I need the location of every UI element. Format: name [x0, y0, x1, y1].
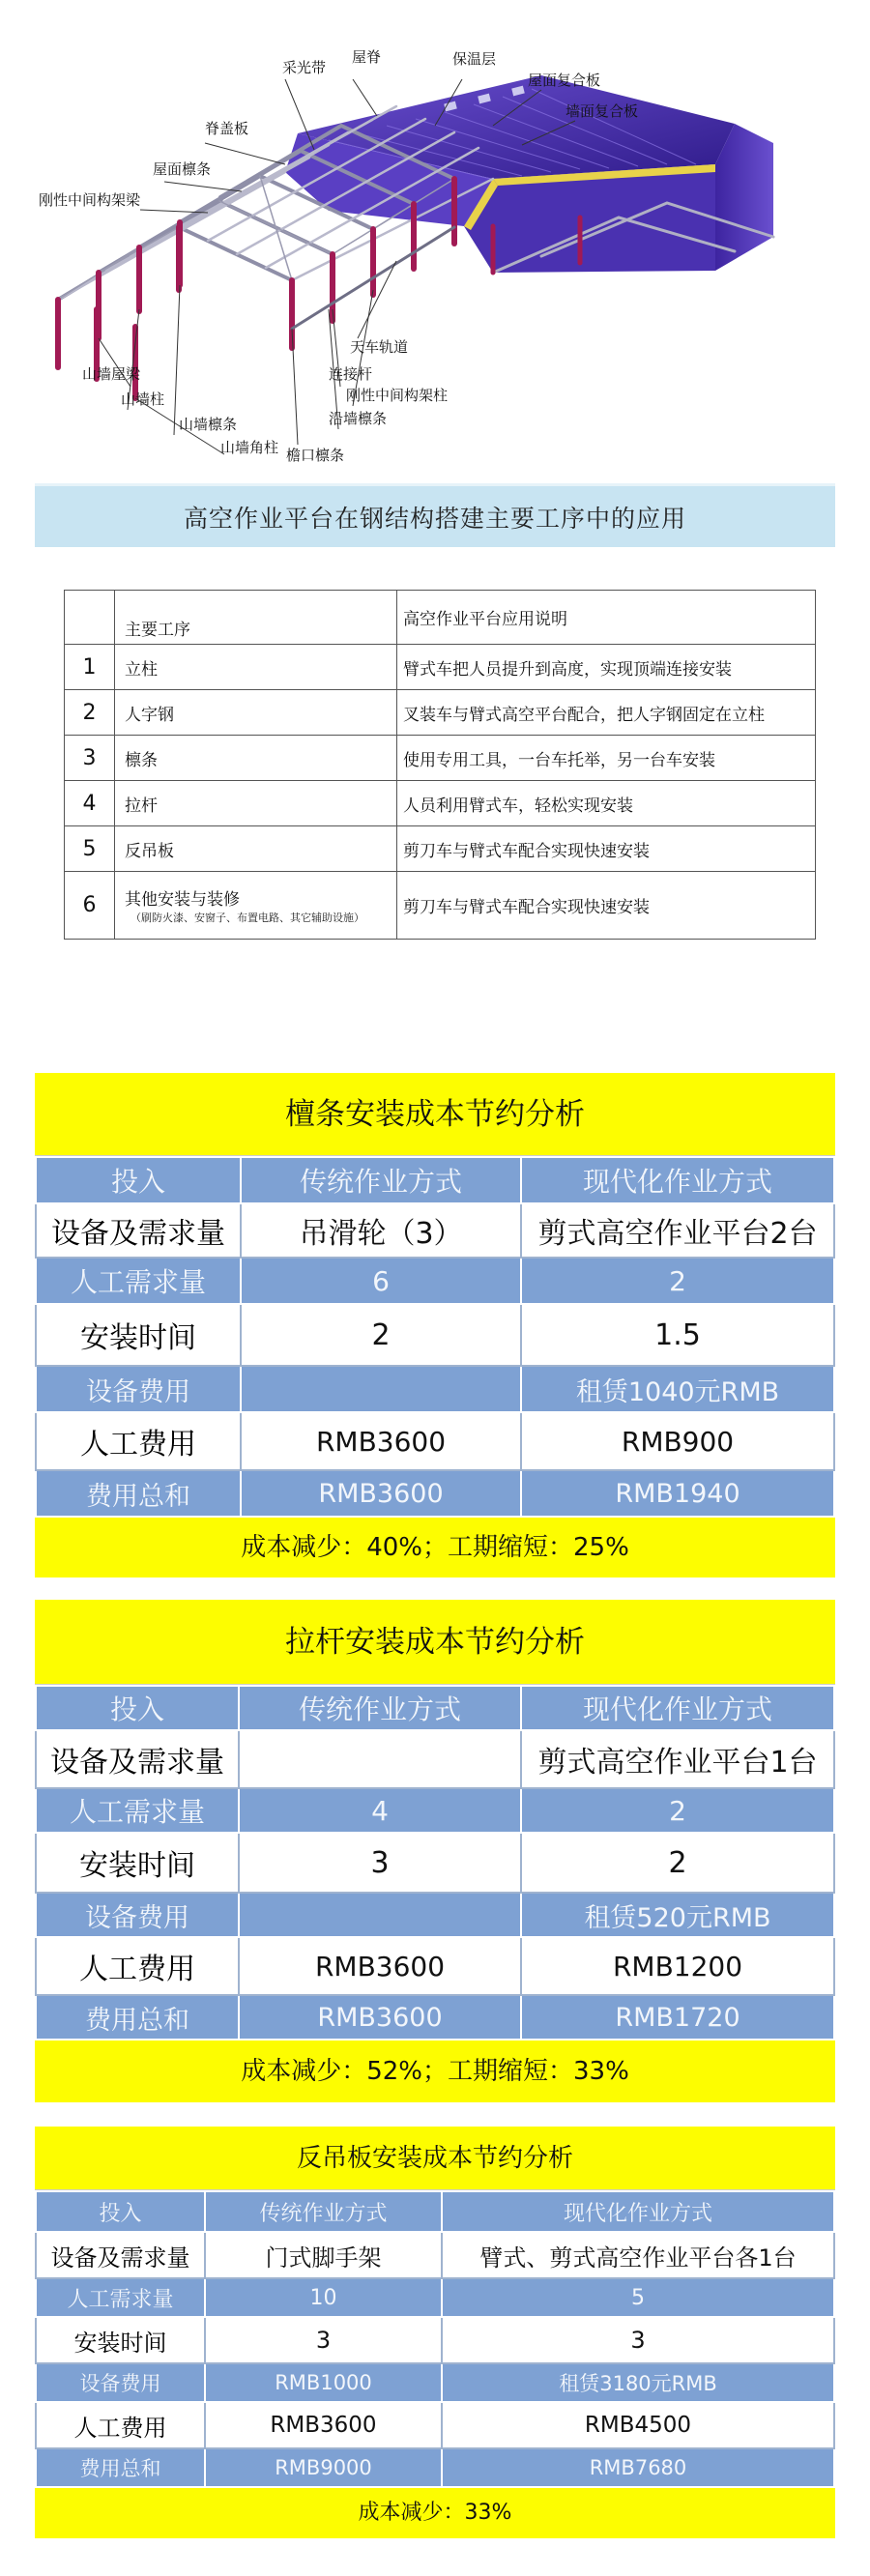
cost-cell: RMB4500: [442, 2402, 834, 2448]
cost-cell: RMB1000: [205, 2363, 442, 2402]
cost-analysis-ceiling-panel: [35, 2127, 835, 2538]
label-eave-purlin: 檐口檩条: [286, 447, 345, 464]
cost-row: [36, 1366, 834, 1412]
process-row-step: 檩条: [115, 736, 397, 781]
label-rigid-middle-beam: 刚性中间构架梁: [39, 191, 141, 209]
cost-cell: RMB3600: [241, 1470, 521, 1517]
cost-cell: RMB900: [521, 1412, 834, 1470]
cost-cell: RMB3600: [241, 1412, 521, 1470]
cost-cell: RMB9000: [205, 2448, 442, 2487]
label-tie-rod: 连接杆: [329, 365, 373, 383]
cost-cell: 2: [521, 1258, 834, 1304]
process-row-desc: 人员利用臂式车，轻松实现安装: [397, 781, 816, 826]
cost-cell: 10: [205, 2278, 442, 2317]
cost-row: [36, 1833, 834, 1893]
cost-cell: 人工需求量: [36, 1788, 239, 1833]
cost-cell: 门式脚手架: [205, 2232, 442, 2278]
cost-cell: 设备费用: [36, 1366, 241, 1412]
cost-table: [35, 1685, 835, 2041]
process-row: [65, 826, 816, 872]
cost-cell: 剪式高空作业平台2台: [521, 1203, 834, 1258]
cost-header-cell: 传统作业方式: [241, 1157, 521, 1203]
cost-summary: 成本减少：40%；工期缩短：25%: [35, 1518, 835, 1577]
cost-header-row: [36, 1157, 834, 1203]
cost-row: [36, 1788, 834, 1833]
cost-table-title: 反吊板安装成本节约分析: [35, 2127, 835, 2190]
cost-cell: 3: [239, 1833, 521, 1893]
cost-header-cell: 投入: [36, 1157, 241, 1203]
process-row-step-note: （刷防火漆、安窗子、布置电路、其它辅助设施）: [130, 911, 364, 924]
cost-summary: 成本减少：33%: [35, 2488, 835, 2538]
cost-cell: 2: [521, 1788, 834, 1833]
section-banner: [35, 483, 835, 547]
steel-structure-diagram: [39, 19, 831, 464]
label-gable-corner-column: 山墙角柱: [220, 439, 279, 456]
label-skylight: 采光带: [282, 59, 327, 76]
process-row-step: 人字钢: [115, 690, 397, 736]
cost-row: [36, 1893, 834, 1937]
cost-analysis-purlin: [35, 1073, 835, 1577]
cost-cell: 5: [442, 2278, 834, 2317]
process-row: [65, 872, 816, 940]
cost-cell: 租赁520元RMB: [521, 1893, 834, 1937]
cost-table-title: 檀条安装成本节约分析: [35, 1073, 835, 1156]
cost-cell: 设备及需求量: [36, 2232, 205, 2278]
cost-cell: 人工费用: [36, 1412, 241, 1470]
cost-table: [35, 2190, 835, 2488]
process-row-step: 反吊板: [115, 826, 397, 872]
process-row-desc: 剪刀车与臂式车配合实现快速安装: [397, 826, 816, 872]
cost-cell: 安装时间: [36, 2317, 205, 2363]
section-title: 高空作业平台在钢结构搭建主要工序中的应用: [183, 505, 686, 533]
cost-cell: RMB7680: [442, 2448, 834, 2487]
label-ridge-cover: 脊盖板: [205, 120, 249, 137]
process-row: [65, 690, 816, 736]
cost-cell: 设备及需求量: [36, 1730, 239, 1788]
cost-cell: 3: [205, 2317, 442, 2363]
cost-analysis-tie-rod: [35, 1600, 835, 2102]
cost-cell: 租赁3180元RMB: [442, 2363, 834, 2402]
cost-row: [36, 1470, 834, 1517]
cost-row: [36, 1937, 834, 1995]
cost-row: [36, 2448, 834, 2487]
cost-header-cell: 投入: [36, 2191, 205, 2232]
process-header-num: [65, 591, 115, 645]
process-header-desc: 高空作业平台应用说明: [397, 591, 816, 645]
process-header-step: 主要工序: [115, 591, 397, 645]
label-gable-purlin: 山墙檩条: [179, 416, 238, 433]
label-roof-composite: 屋面复合板: [528, 72, 601, 89]
label-wall-composite: 墙面复合板: [566, 102, 639, 120]
process-row-step: 立柱: [115, 645, 397, 690]
cost-cell: 4: [239, 1788, 521, 1833]
cost-cell: [239, 1730, 521, 1788]
cost-row: [36, 1203, 834, 1258]
process-row: [65, 736, 816, 781]
label-wall-purlin: 沿墙檩条: [329, 410, 388, 427]
cost-cell: 设备费用: [36, 2363, 205, 2402]
cost-row: [36, 1304, 834, 1366]
cost-cell: RMB1200: [521, 1937, 834, 1995]
cost-header-cell: 投入: [36, 1686, 239, 1730]
cost-cell: 剪式高空作业平台1台: [521, 1730, 834, 1788]
cost-table-title: 拉杆安装成本节约分析: [35, 1600, 835, 1685]
cost-row: [36, 2363, 834, 2402]
cost-cell: 费用总和: [36, 1995, 239, 2040]
cost-cell: RMB3600: [205, 2402, 442, 2448]
cost-cell: 人工费用: [36, 1937, 239, 1995]
cost-header-cell: 现代化作业方式: [442, 2191, 834, 2232]
cost-cell: 设备费用: [36, 1893, 239, 1937]
process-row-num: 6: [65, 872, 115, 940]
label-rigid-middle-column: 刚性中间构架柱: [346, 387, 449, 404]
cost-cell: RMB3600: [239, 1995, 521, 2040]
cost-cell: 租赁1040元RMB: [521, 1366, 834, 1412]
process-row-desc: 剪刀车与臂式车配合实现快速安装: [397, 872, 816, 940]
cost-cell: 1.5: [521, 1304, 834, 1366]
cost-row: [36, 2278, 834, 2317]
process-row-num: 3: [65, 736, 115, 781]
process-row-desc: 使用专用工具，一台车托举，另一台车安装: [397, 736, 816, 781]
cost-row: [36, 2402, 834, 2448]
cost-cell: 2: [241, 1304, 521, 1366]
process-row-num: 2: [65, 690, 115, 736]
cost-cell: RMB1940: [521, 1470, 834, 1517]
process-row-step: 拉杆: [115, 781, 397, 826]
cost-table: [35, 1156, 835, 1518]
cost-cell: 设备及需求量: [36, 1203, 241, 1258]
cost-row: [36, 2317, 834, 2363]
cost-cell: 2: [521, 1833, 834, 1893]
cost-header-cell: 传统作业方式: [239, 1686, 521, 1730]
cost-cell: 臂式、剪式高空作业平台各1台: [442, 2232, 834, 2278]
cost-header-cell: 现代化作业方式: [521, 1157, 834, 1203]
label-insulation: 保温层: [452, 50, 497, 68]
cost-cell: 人工需求量: [36, 1258, 241, 1304]
label-gable-column: 山墙柱: [121, 391, 165, 408]
process-row: [65, 645, 816, 690]
process-header-row: [65, 591, 816, 645]
label-gable-beam: 山墙屋梁: [82, 365, 141, 383]
cost-cell: 吊滑轮（3）: [241, 1203, 521, 1258]
cost-cell: 安装时间: [36, 1833, 239, 1893]
process-table: [64, 590, 816, 940]
label-ridge: 屋脊: [352, 48, 382, 66]
cost-header-cell: 传统作业方式: [205, 2191, 442, 2232]
cost-cell: 人工需求量: [36, 2278, 205, 2317]
cost-cell: 费用总和: [36, 2448, 205, 2487]
cost-cell: [241, 1366, 521, 1412]
cost-header-row: [36, 1686, 834, 1730]
cost-row: [36, 1995, 834, 2040]
cost-row: [36, 1730, 834, 1788]
cost-cell: 人工费用: [36, 2402, 205, 2448]
cost-cell: 安装时间: [36, 1304, 241, 1366]
cost-row: [36, 1258, 834, 1304]
cost-cell: 费用总和: [36, 1470, 241, 1517]
cost-cell: 6: [241, 1258, 521, 1304]
cost-cell: RMB1720: [521, 1995, 834, 2040]
cost-header-row: [36, 2191, 834, 2232]
cost-summary: 成本减少：52%；工期缩短：33%: [35, 2041, 835, 2102]
cost-cell: [239, 1893, 521, 1937]
process-row-num: 1: [65, 645, 115, 690]
process-row: [65, 781, 816, 826]
cost-cell: 3: [442, 2317, 834, 2363]
cost-row: [36, 1412, 834, 1470]
clad-building-section: [285, 75, 773, 273]
cost-header-cell: 现代化作业方式: [521, 1686, 834, 1730]
cost-cell: RMB3600: [239, 1937, 521, 1995]
cost-row: [36, 2232, 834, 2278]
process-row-step: 其他安装与装修: [125, 889, 240, 910]
label-roof-purlin: 屋面檩条: [153, 160, 212, 178]
process-row-desc: 叉装车与臂式高空平台配合，把人字钢固定在立柱: [397, 690, 816, 736]
process-row-num: 4: [65, 781, 115, 826]
process-row-step-cell: [115, 872, 397, 940]
label-crane-rail: 天车轨道: [350, 338, 409, 356]
process-row-num: 5: [65, 826, 115, 872]
process-row-desc: 臂式车把人员提升到高度，实现顶端连接安装: [397, 645, 816, 690]
